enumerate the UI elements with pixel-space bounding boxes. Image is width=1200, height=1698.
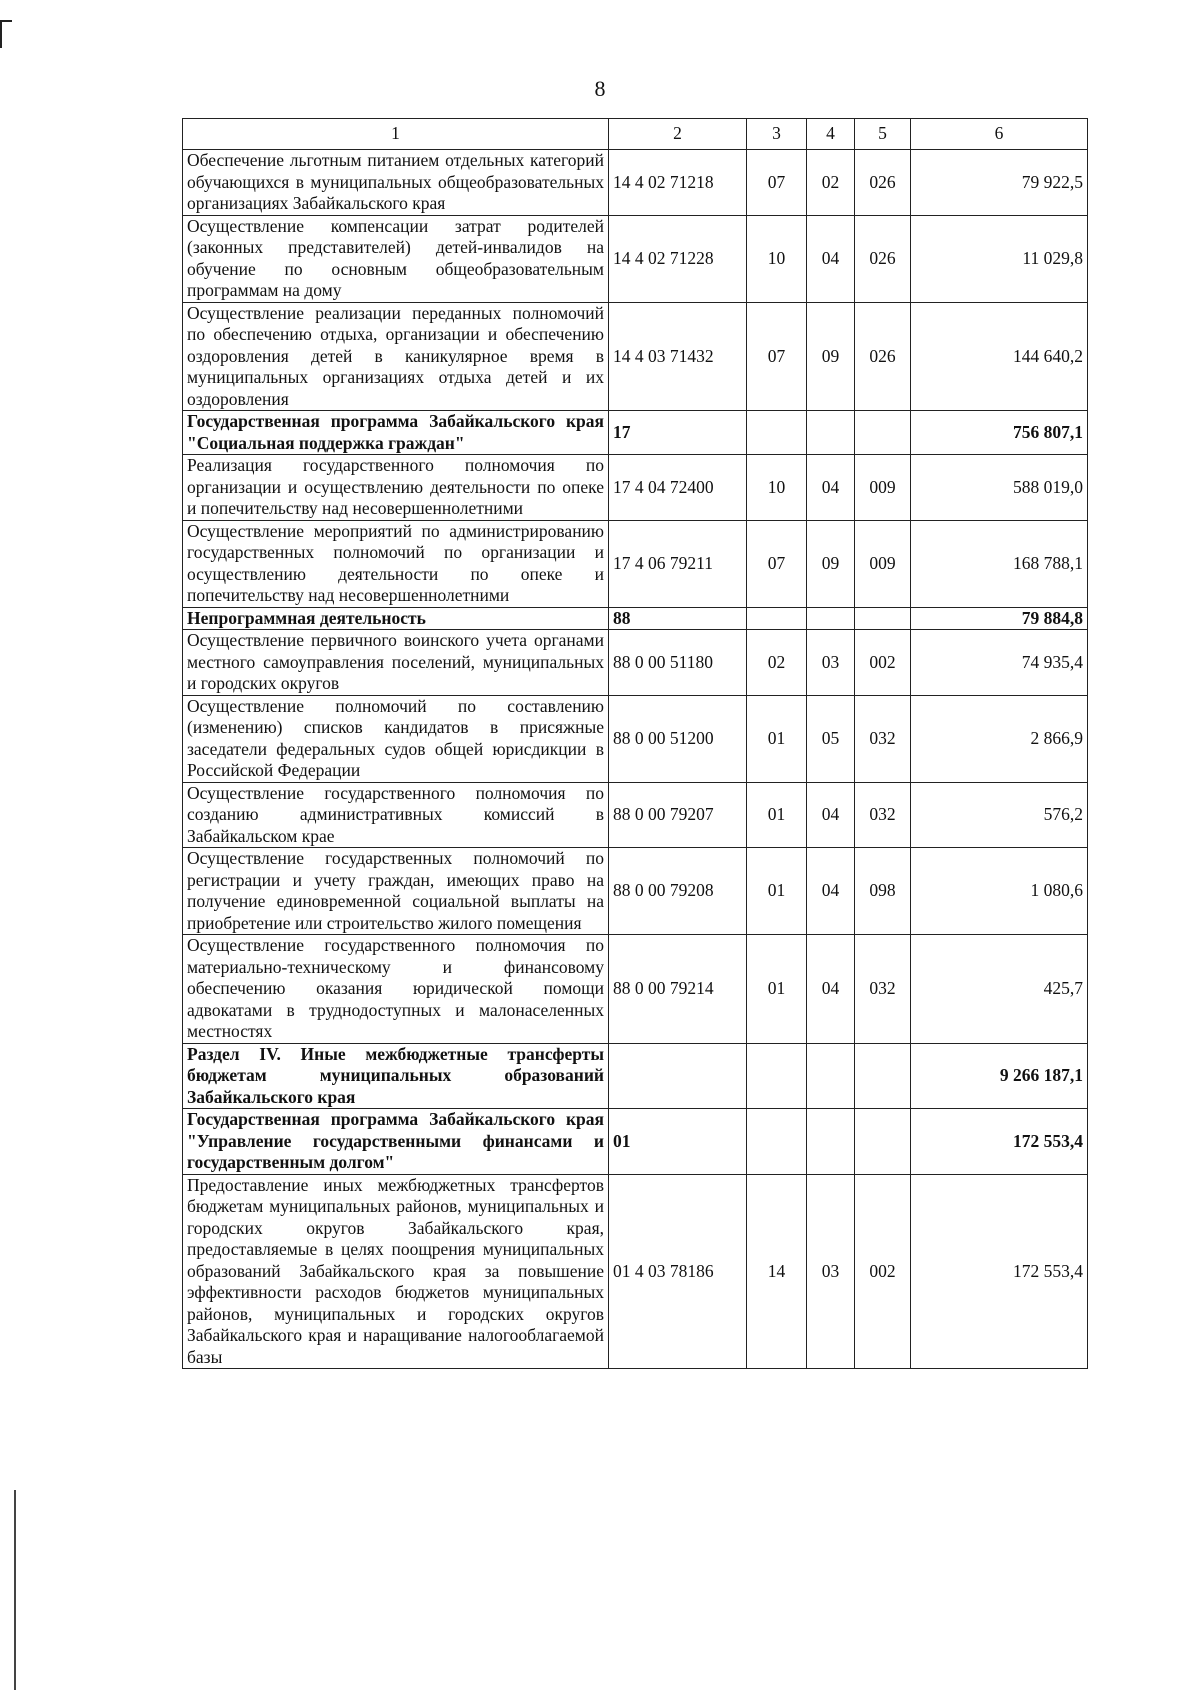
page-number: 8 — [594, 76, 606, 101]
cell-type — [855, 1043, 911, 1109]
table-row — [183, 1174, 1088, 1369]
cell-description: Осуществление мероприятий по администрированию государственных полномочий по организации и осуществлению деятельности по опеке и попечительству над несовершеннолетними — [183, 520, 609, 607]
cell-code: 88 0 00 79208 — [609, 848, 747, 935]
cell-code: 17 — [609, 411, 747, 455]
cell-type — [855, 607, 911, 630]
cell-subsection: 05 — [807, 695, 855, 782]
cell-section — [747, 1109, 807, 1175]
scan-corner-mark-vertical — [0, 20, 2, 48]
cell-section: 01 — [747, 848, 807, 935]
cell-code — [609, 1043, 747, 1109]
cell-type: 026 — [855, 215, 911, 302]
cell-subsection: 03 — [807, 1174, 855, 1369]
budget-table — [182, 118, 1088, 1369]
cell-code: 88 0 00 79207 — [609, 782, 747, 848]
cell-type — [855, 411, 911, 455]
cell-type — [855, 1109, 911, 1175]
cell-subsection: 04 — [807, 848, 855, 935]
cell-amount: 756 807,1 — [911, 411, 1088, 455]
column-header: 6 — [911, 119, 1088, 150]
cell-code: 14 4 03 71432 — [609, 302, 747, 411]
cell-amount: 172 553,4 — [911, 1174, 1088, 1369]
cell-description: Осуществление государственного полномочия по созданию административных комиссий в Забайкальском крае — [183, 782, 609, 848]
cell-amount: 2 866,9 — [911, 695, 1088, 782]
cell-amount: 172 553,4 — [911, 1109, 1088, 1175]
cell-section: 01 — [747, 782, 807, 848]
cell-amount: 576,2 — [911, 782, 1088, 848]
cell-type: 002 — [855, 1174, 911, 1369]
table-row — [183, 935, 1088, 1044]
table-row — [183, 520, 1088, 607]
cell-code: 17 4 04 72400 — [609, 455, 747, 521]
cell-code: 14 4 02 71228 — [609, 215, 747, 302]
cell-code: 01 4 03 78186 — [609, 1174, 747, 1369]
cell-code: 88 0 00 51200 — [609, 695, 747, 782]
scan-edge-line — [14, 1490, 16, 1690]
cell-section: 14 — [747, 1174, 807, 1369]
cell-type: 032 — [855, 782, 911, 848]
cell-amount: 9 266 187,1 — [911, 1043, 1088, 1109]
cell-subsection — [807, 1043, 855, 1109]
cell-amount: 11 029,8 — [911, 215, 1088, 302]
table-row — [183, 1043, 1088, 1109]
cell-amount: 168 788,1 — [911, 520, 1088, 607]
cell-amount: 425,7 — [911, 935, 1088, 1044]
cell-description: Осуществление первичного воинского учета органами местного самоуправления поселений, муниципальных и городских округов — [183, 630, 609, 696]
cell-section: 10 — [747, 215, 807, 302]
column-header: 5 — [855, 119, 911, 150]
table-row — [183, 150, 1088, 216]
cell-subsection: 09 — [807, 520, 855, 607]
cell-subsection — [807, 411, 855, 455]
cell-description: Государственная программа Забайкальского края "Социальная поддержка граждан" — [183, 411, 609, 455]
cell-type: 026 — [855, 150, 911, 216]
cell-description: Реализация государственного полномочия по организации и осуществлению деятельности по опеке и попечительству над несовершеннолетними — [183, 455, 609, 521]
cell-description: Осуществление компенсации затрат родителей (законных представителей) детей-инвалидов на обучение по основным общеобразовательным программам на дому — [183, 215, 609, 302]
table-row — [183, 1109, 1088, 1175]
table-body — [183, 150, 1088, 1369]
column-header: 4 — [807, 119, 855, 150]
cell-subsection: 09 — [807, 302, 855, 411]
cell-subsection: 04 — [807, 782, 855, 848]
column-header: 2 — [609, 119, 747, 150]
cell-subsection: 04 — [807, 215, 855, 302]
cell-subsection: 04 — [807, 935, 855, 1044]
cell-description: Предоставление иных межбюджетных трансфертов бюджетам муниципальных районов, муниципальных и городских округов Забайкальского края, предоставляемые в целях поощрения муниципальных образований Забайкальского края за повышение эффективности расходов бюджетов муниципальных районов, муниципальных и городских округов Забайкальского края и наращивание налогооблагаемой базы — [183, 1174, 609, 1369]
table-header-row — [183, 119, 1088, 150]
cell-amount: 144 640,2 — [911, 302, 1088, 411]
cell-description: Непрограммная деятельность — [183, 607, 609, 630]
cell-code: 88 0 00 51180 — [609, 630, 747, 696]
column-header: 1 — [183, 119, 609, 150]
cell-code: 17 4 06 79211 — [609, 520, 747, 607]
cell-code: 01 — [609, 1109, 747, 1175]
table-row — [183, 215, 1088, 302]
cell-amount: 1 080,6 — [911, 848, 1088, 935]
cell-section — [747, 411, 807, 455]
cell-description: Осуществление полномочий по составлению (изменению) списков кандидатов в присяжные заседатели федеральных судов общей юрисдикции в Российской Федерации — [183, 695, 609, 782]
table-row — [183, 848, 1088, 935]
cell-type: 009 — [855, 455, 911, 521]
cell-amount: 79 884,8 — [911, 607, 1088, 630]
cell-section: 01 — [747, 935, 807, 1044]
cell-section — [747, 1043, 807, 1109]
cell-description: Обеспечение льготным питанием отдельных категорий обучающихся в муниципальных общеобразовательных организациях Забайкальского края — [183, 150, 609, 216]
cell-section: 07 — [747, 302, 807, 411]
cell-type: 032 — [855, 695, 911, 782]
cell-type: 026 — [855, 302, 911, 411]
cell-type: 009 — [855, 520, 911, 607]
cell-section: 10 — [747, 455, 807, 521]
cell-type: 002 — [855, 630, 911, 696]
table-row — [183, 630, 1088, 696]
cell-section: 01 — [747, 695, 807, 782]
cell-section: 07 — [747, 520, 807, 607]
table-row — [183, 302, 1088, 411]
cell-code: 88 — [609, 607, 747, 630]
cell-subsection: 03 — [807, 630, 855, 696]
cell-subsection: 04 — [807, 455, 855, 521]
cell-type: 032 — [855, 935, 911, 1044]
cell-subsection — [807, 607, 855, 630]
table-row — [183, 782, 1088, 848]
cell-type: 098 — [855, 848, 911, 935]
cell-description: Раздел IV. Иные межбюджетные трансферты бюджетам муниципальных образований Забайкальского края — [183, 1043, 609, 1109]
cell-section — [747, 607, 807, 630]
table-row — [183, 607, 1088, 630]
cell-description: Осуществление реализации переданных полномочий по обеспечению отдыха, организации и обеспечению оздоровления детей в каникулярное время в муниципальных организациях отдыха детей и их оздоровления — [183, 302, 609, 411]
cell-code: 88 0 00 79214 — [609, 935, 747, 1044]
cell-amount: 79 922,5 — [911, 150, 1088, 216]
column-header: 3 — [747, 119, 807, 150]
cell-amount: 588 019,0 — [911, 455, 1088, 521]
cell-description: Осуществление государственных полномочий по регистрации и учету граждан, имеющих право на получение единовременной социальной выплаты на приобретение или строительство жилого помещения — [183, 848, 609, 935]
cell-description: Осуществление государственного полномочия по материально-техническому и финансовому обеспечению оказания юридической помощи адвокатами в труднодоступных и малонаселенных местностях — [183, 935, 609, 1044]
cell-code: 14 4 02 71218 — [609, 150, 747, 216]
table-row — [183, 455, 1088, 521]
table-row — [183, 411, 1088, 455]
table-row — [183, 695, 1088, 782]
cell-subsection: 02 — [807, 150, 855, 216]
cell-description: Государственная программа Забайкальского края "Управление государственными финансами и государственным долгом" — [183, 1109, 609, 1175]
cell-section: 07 — [747, 150, 807, 216]
cell-subsection — [807, 1109, 855, 1175]
cell-amount: 74 935,4 — [911, 630, 1088, 696]
cell-section: 02 — [747, 630, 807, 696]
